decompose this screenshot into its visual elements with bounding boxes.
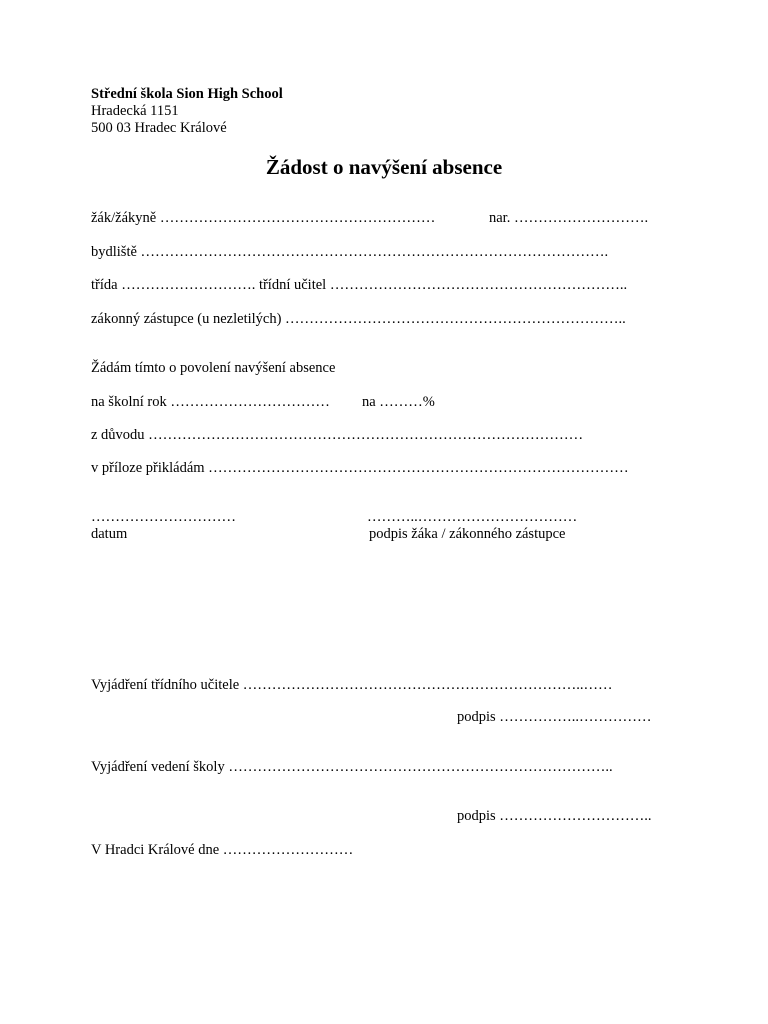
guardian-field: zákonný zástupce (u nezletilých) …………………………………………………………….. <box>91 311 626 327</box>
reason-field: z důvodu ……………………………………………………………………………… <box>91 427 584 443</box>
class-teacher-field: třída ………………………. třídní učitel …………………………………………………….. <box>91 277 628 293</box>
attachment-field: v příloze přikládám …………………………………………………………………………… <box>91 460 629 476</box>
place-and-date: V Hradci Králové dne ……………………… <box>91 842 354 858</box>
residence-field: bydliště ……………………………………………………………………………………. <box>91 244 609 260</box>
class-teacher-statement: Vyjádření třídního učitele ……………………………………………………………..…… <box>91 677 613 693</box>
date-dots: ………………………… <box>91 509 236 525</box>
request-statement: Žádám tímto o povolení navýšení absence <box>91 360 336 376</box>
birth-date-field: nar. ………………………. <box>489 210 649 226</box>
school-city: 500 03 Hradec Králové <box>91 120 227 136</box>
document-title: Žádost o navýšení absence <box>265 155 503 179</box>
school-management-signature: podpis ………………………….. <box>457 808 652 824</box>
date-label: datum <box>91 526 128 542</box>
school-name: Střední škola Sion High School <box>91 86 283 102</box>
student-field: žák/žákyně ………………………………………………… <box>91 210 436 226</box>
percent-field: na ………% <box>362 394 435 410</box>
school-management-statement: Vyjádření vedení školy …………………………………………………………………….. <box>91 759 613 775</box>
school-year-field: na školní rok …………………………… <box>91 394 330 410</box>
signature-dots: ………..…………………………… <box>367 509 578 525</box>
class-teacher-signature: podpis ……………..…………… <box>457 709 652 725</box>
signature-label: podpis žáka / zákonného zástupce <box>369 526 566 542</box>
school-street: Hradecká 1151 <box>91 103 179 119</box>
